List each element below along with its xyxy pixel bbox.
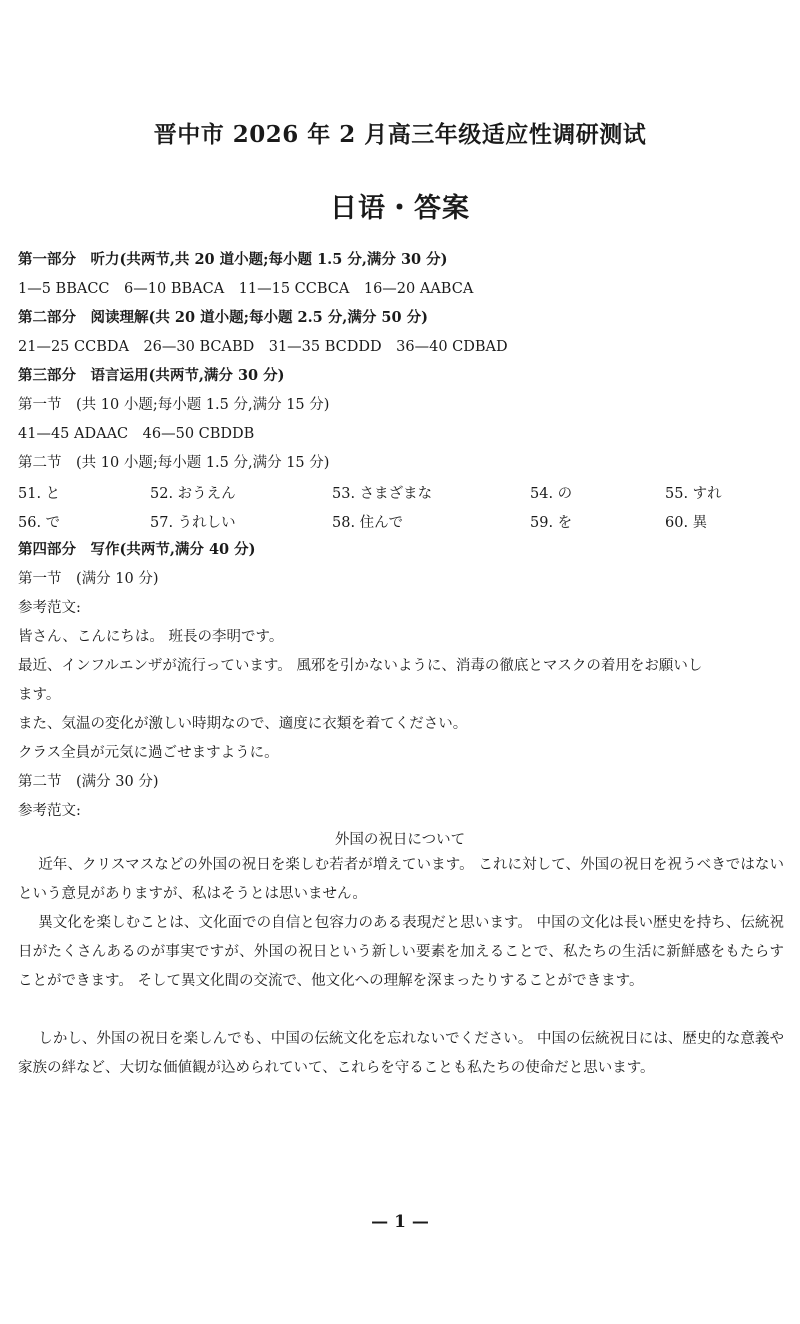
part4-section1-heading: 第一节 (满分 10 分) bbox=[18, 571, 159, 587]
part3-answers-row-1 bbox=[18, 482, 778, 502]
part4-heading: 第四部分 写作(共两节,满分 40 分) bbox=[18, 541, 256, 558]
essay-paragraph-3: しかし、外国の祝日を楽しんでも、中国の伝統文化を忘れないでください。 中国の伝統祝日には、歴史的な意義や家族の絆など、大切な価値観が込められていて、これらを守ることも私たちの使命だと思います。 bbox=[18, 1031, 784, 1076]
answer-56: 56. で bbox=[18, 515, 61, 531]
document-subtitle: 日语・答案 bbox=[330, 193, 470, 224]
sample-letter-line-3: ます。 bbox=[18, 687, 61, 703]
answer-52: 52. おうえん bbox=[150, 486, 236, 502]
part3-heading: 第三部分 语言运用(共两节,满分 30 分) bbox=[18, 367, 285, 384]
part1-heading: 第一部分 听力(共两节,共 20 道小题;每小题 1.5 分,满分 30 分) bbox=[18, 251, 448, 268]
part3-section2-heading: 第二节 (共 10 小题;每小题 1.5 分,满分 15 分) bbox=[18, 455, 330, 471]
part4-section1-reference-label: 参考范文: bbox=[18, 600, 81, 616]
essay-paragraph-1: 近年、クリスマスなどの外国の祝日を楽しむ若者が増えています。 これに対して、外国の祝日を祝うべきではないという意見がありますが、私はそうとは思いません。 bbox=[18, 857, 784, 902]
answer-53: 53. さまざまな bbox=[332, 486, 433, 502]
answer-55: 55. すれ bbox=[665, 486, 722, 502]
answer-51: 51. と bbox=[18, 486, 61, 502]
answer-54: 54. の bbox=[530, 486, 573, 502]
sample-letter-line-2: 最近、インフルエンザが流行っています。 風邪を引かないように、消毒の徹底とマスクの着用をお願いし bbox=[18, 658, 703, 674]
answer-59: 59. を bbox=[530, 515, 573, 531]
part2-heading: 第二部分 阅读理解(共 20 道小题;每小题 2.5 分,满分 50 分) bbox=[18, 309, 428, 326]
part4-section2-heading: 第二节 (满分 30 分) bbox=[18, 774, 159, 790]
essay-title: 外国の祝日について bbox=[334, 832, 466, 848]
part2-answers: 21—25 CCBDA 26—30 BCABD 31—35 BCDDD 36—40 CDBAD bbox=[18, 339, 508, 355]
part1-answers: 1—5 BBACC 6—10 BBACA 11—15 CCBCA 16—20 AABCA bbox=[18, 281, 474, 297]
part4-section2-reference-label: 参考范文: bbox=[18, 803, 81, 819]
part3-section1-heading: 第一节 (共 10 小题;每小题 1.5 分,满分 15 分) bbox=[18, 397, 330, 413]
part3-section1-answers: 41—45 ADAAC 46—50 CBDDB bbox=[18, 426, 255, 442]
sample-letter-line-4: また、気温の変化が激しい時期なので、適度に衣類を着てください。 bbox=[18, 716, 468, 732]
essay-paragraph-2: 異文化を楽しむことは、文化面での自信と包容力のある表現だと思います。 中国の文化は長い歴史を持ち、伝統祝日がたくさんあるのが事実ですが、外国の祝日という新しい要素を加えることで、私たちの生活に新鮮感をもたらすことができます。 そして異文化間の交流で、他文化への理解を深まったりすることができます。 bbox=[18, 915, 784, 989]
part3-answers-row-2 bbox=[18, 511, 778, 531]
answer-58: 58. 住んで bbox=[332, 515, 404, 531]
page-number: — 1 — bbox=[371, 1212, 429, 1232]
document-title: 晋中市 2026 年 2 月高三年级适应性调研测试 bbox=[153, 121, 647, 148]
answer-57: 57. うれしい bbox=[150, 515, 236, 531]
answer-60: 60. 異 bbox=[665, 515, 708, 531]
sample-letter-line-1: 皆さん、こんにちは。 班長の李明です。 bbox=[18, 629, 284, 645]
sample-letter-line-5: クラス全員が元気に過ごせますように。 bbox=[18, 745, 279, 761]
